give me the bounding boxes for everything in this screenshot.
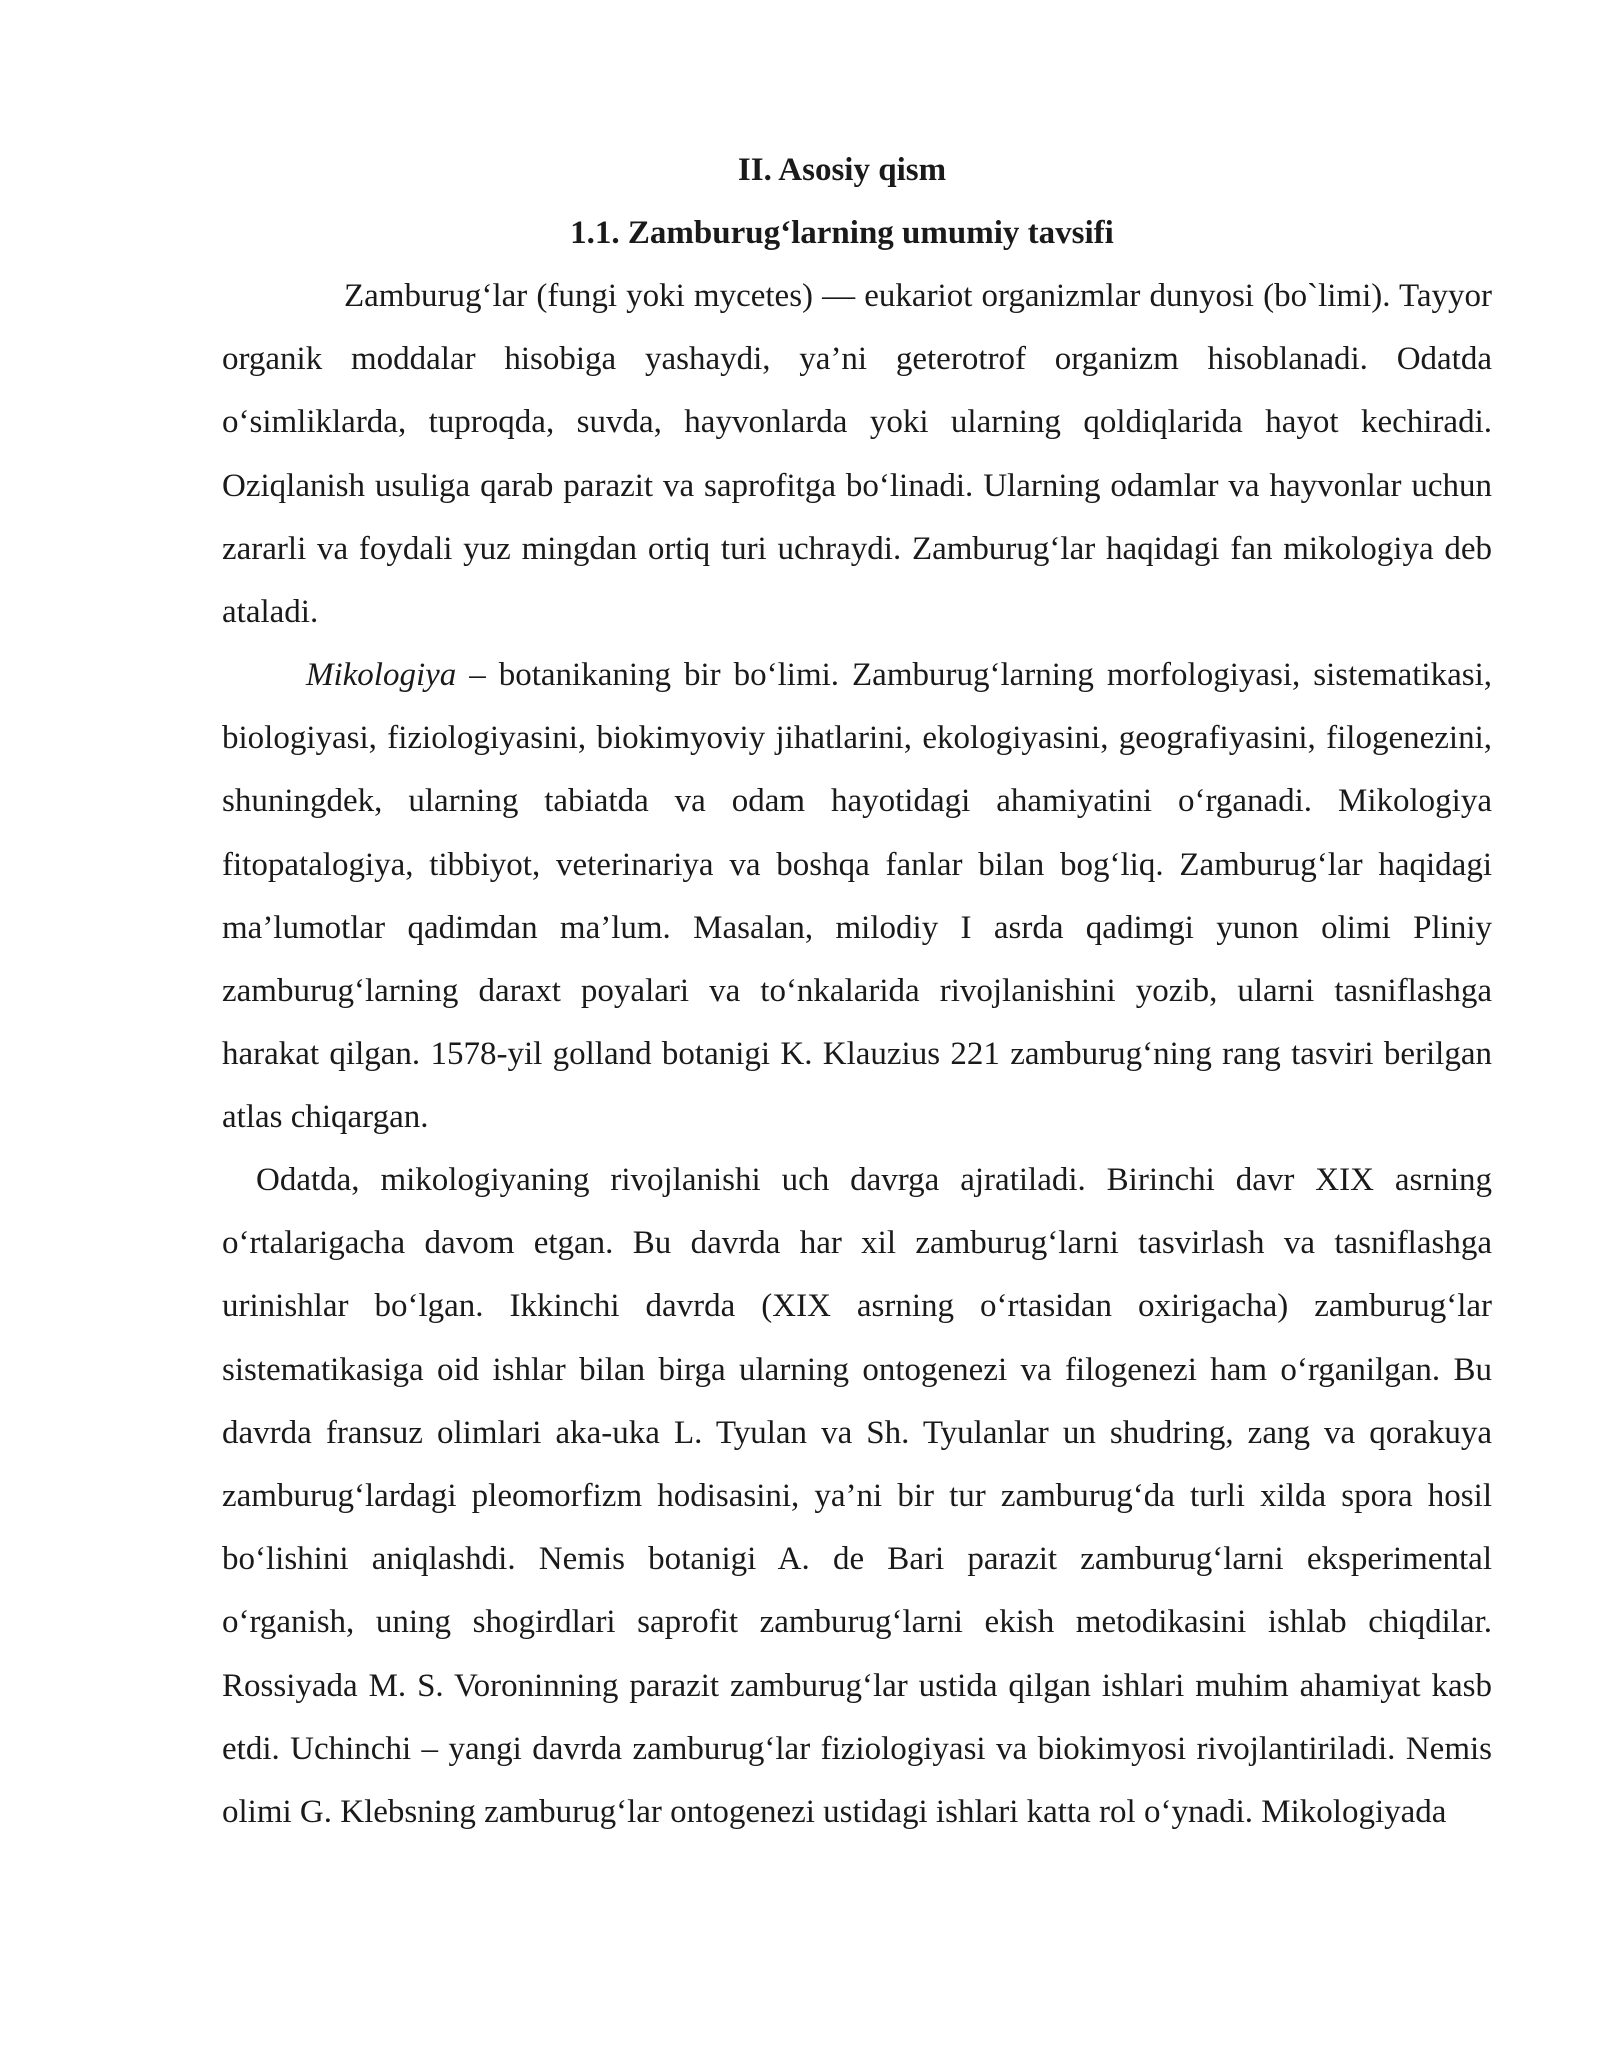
term-mikologiya: Mikologiya — [306, 657, 457, 693]
paragraph-3: Odatda, mikologiyaning rivojlanishi uch davrga ajratiladi. Birinchi davr XIX asrning o‘rtalarigacha davom etgan. Bu davrda har xil zamburug‘larni tasvirlash va tasniflashga urinishlar bo‘lgan. Ikkinchi davrda (XIX asrning o‘rtasidan oxirigacha) zamburug‘lar sistematikasiga oid ishlar bilan birga ularning ontogenezi va filogenezi ham o‘rganilgan. Bu davrda fransuz olimlari aka-uka L. Tyulan va Sh. Tyulanlar un shudring, zang va qorakuya zamburug‘lardagi pleomorfizm hodisasini, ya’ni bir tur zamburug‘da turli xilda spora hosil bo‘lishini aniqlashdi. Nemis botanigi A. de Bari parazit zamburug‘larni eksperimental o‘rganish, uning shogirdlari saprofit zamburug‘larni ekish metodikasini ishlab chiqdilar. Rossiyada M. S. Voroninning parazit zamburug‘lar ustida qilgan ishlari muhim ahamiyat kasb etdi. Uchinchi – yangi davrda zamburug‘lar fiziologiyasi va biokimyosi rivojlantiriladi. Nemis olimi G. Klebsning zamburug‘lar ontogenezi ustidagi ishlari katta rol o‘ynadi. Mikologiyada — [222, 1162, 1492, 1831]
paragraph-3-block — [222, 1149, 1492, 1844]
section-heading: II. Asosiy qism — [737, 152, 947, 188]
paragraph-1-block — [222, 265, 1492, 644]
paragraph-2 — [222, 644, 1492, 1150]
subsection-heading: 1.1. Zamburug‘larning umumiy tavsifi — [570, 215, 1114, 251]
paragraph-1: Zamburug‘lar (fungi yoki mycetes) — eukariot organizmlar dunyosi (bo`limi). Tayyor organik moddalar hisobiga yashaydi, ya’ni geterotrof organizm hisoblanadi. Odatda o‘simliklarda, tuproqda, suvda, hayvonlarda yoki ularning qoldiqlarida hayot kechiradi. Oziqlanish usuliga qarab parazit va saprofitga bo‘linadi. Ularning odamlar va hayvonlar uchun zararli va foydali yuz mingdan ortiq turi uchraydi. Zamburug‘lar haqidagi fan mikologiya deb ataladi. — [222, 278, 1492, 631]
paragraph-2-text: – botanikaning bir bo‘limi. Zamburug‘larning morfologiyasi, sistematikasi, biologiyasi, fiziologiyasini, biokimyoviy jihatlarini, ekologiyasini, geografiyasini, filogenezini, shuningdek, ularning tabiatda va odam hayotidagi ahamiyatini o‘rganadi. Mikologiya fitopatalogiya, tibbiyot, veterinariya va boshqa fanlar bilan bog‘liq. Zamburug‘lar haqidagi ma’lumotlar qadimdan ma’lum. Masalan, milodiy I asrda qadimgi yunon olimi Pliniy zamburug‘larning daraxt poyalari va to‘nkalarida rivojlanishini yozib, ularni tasniflashga harakat qilgan. 1578-yil golland botanigi K. Klauzius 221 zamburug‘ning rang tasviri berilgan atlas chiqargan. — [222, 657, 1492, 1136]
paragraph-2-block — [222, 644, 1492, 1150]
